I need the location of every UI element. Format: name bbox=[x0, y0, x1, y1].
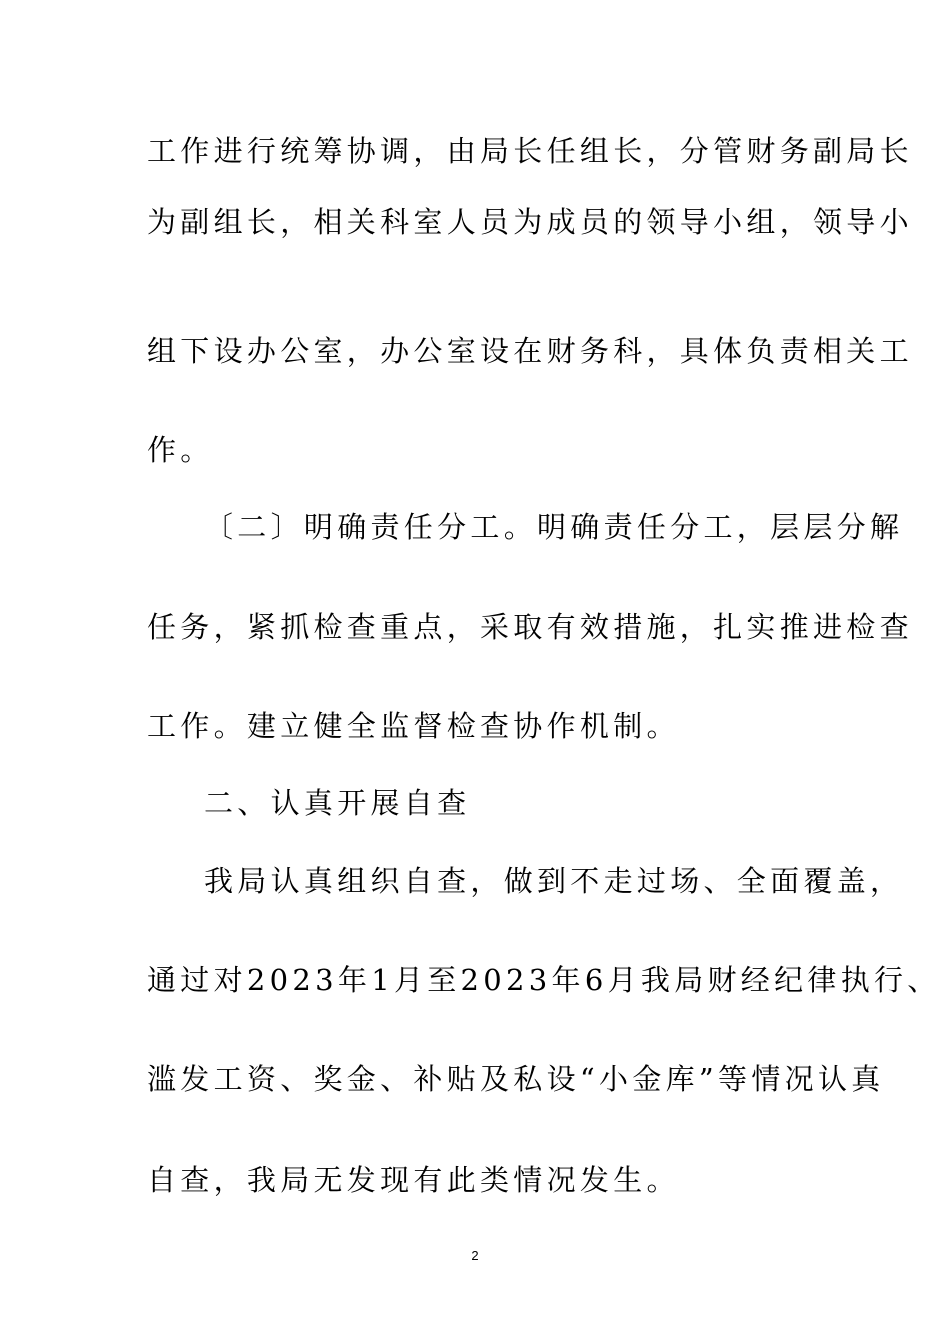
body-text-line: 为副组长，相关科室人员为成员的领导小组，领导小 bbox=[147, 205, 913, 239]
body-text-line: 工作。建立健全监督检查协作机制。 bbox=[147, 709, 680, 743]
body-text-line: 自查，我局无发现有此类情况发生。 bbox=[147, 1163, 680, 1197]
section-heading-line: 〔二〕明确责任分工。明确责任分工，层层分解 bbox=[204, 510, 904, 544]
body-text-line: 我局认真组织自查，做到不走过场、全面覆盖， bbox=[204, 864, 904, 898]
body-text-line: 任务，紧抓检查重点，采取有效措施，扎实推进检查 bbox=[147, 610, 913, 644]
body-text-line: 作。 bbox=[147, 433, 214, 467]
page-number: 2 bbox=[471, 1248, 479, 1263]
body-text-line: 通过对2023年1月至2023年6月我局财经纪律执行、 bbox=[147, 963, 941, 997]
body-text-line: 滥发工资、奖金、补贴及私设“小金库”等情况认真 bbox=[147, 1062, 885, 1096]
section-heading: 二、认真开展自查 bbox=[204, 786, 471, 820]
body-text-line: 工作进行统筹协调，由局长任组长，分管财务副局长 bbox=[147, 134, 913, 168]
body-text-line: 组下设办公室，办公室设在财务科，具体负责相关工 bbox=[147, 334, 913, 368]
